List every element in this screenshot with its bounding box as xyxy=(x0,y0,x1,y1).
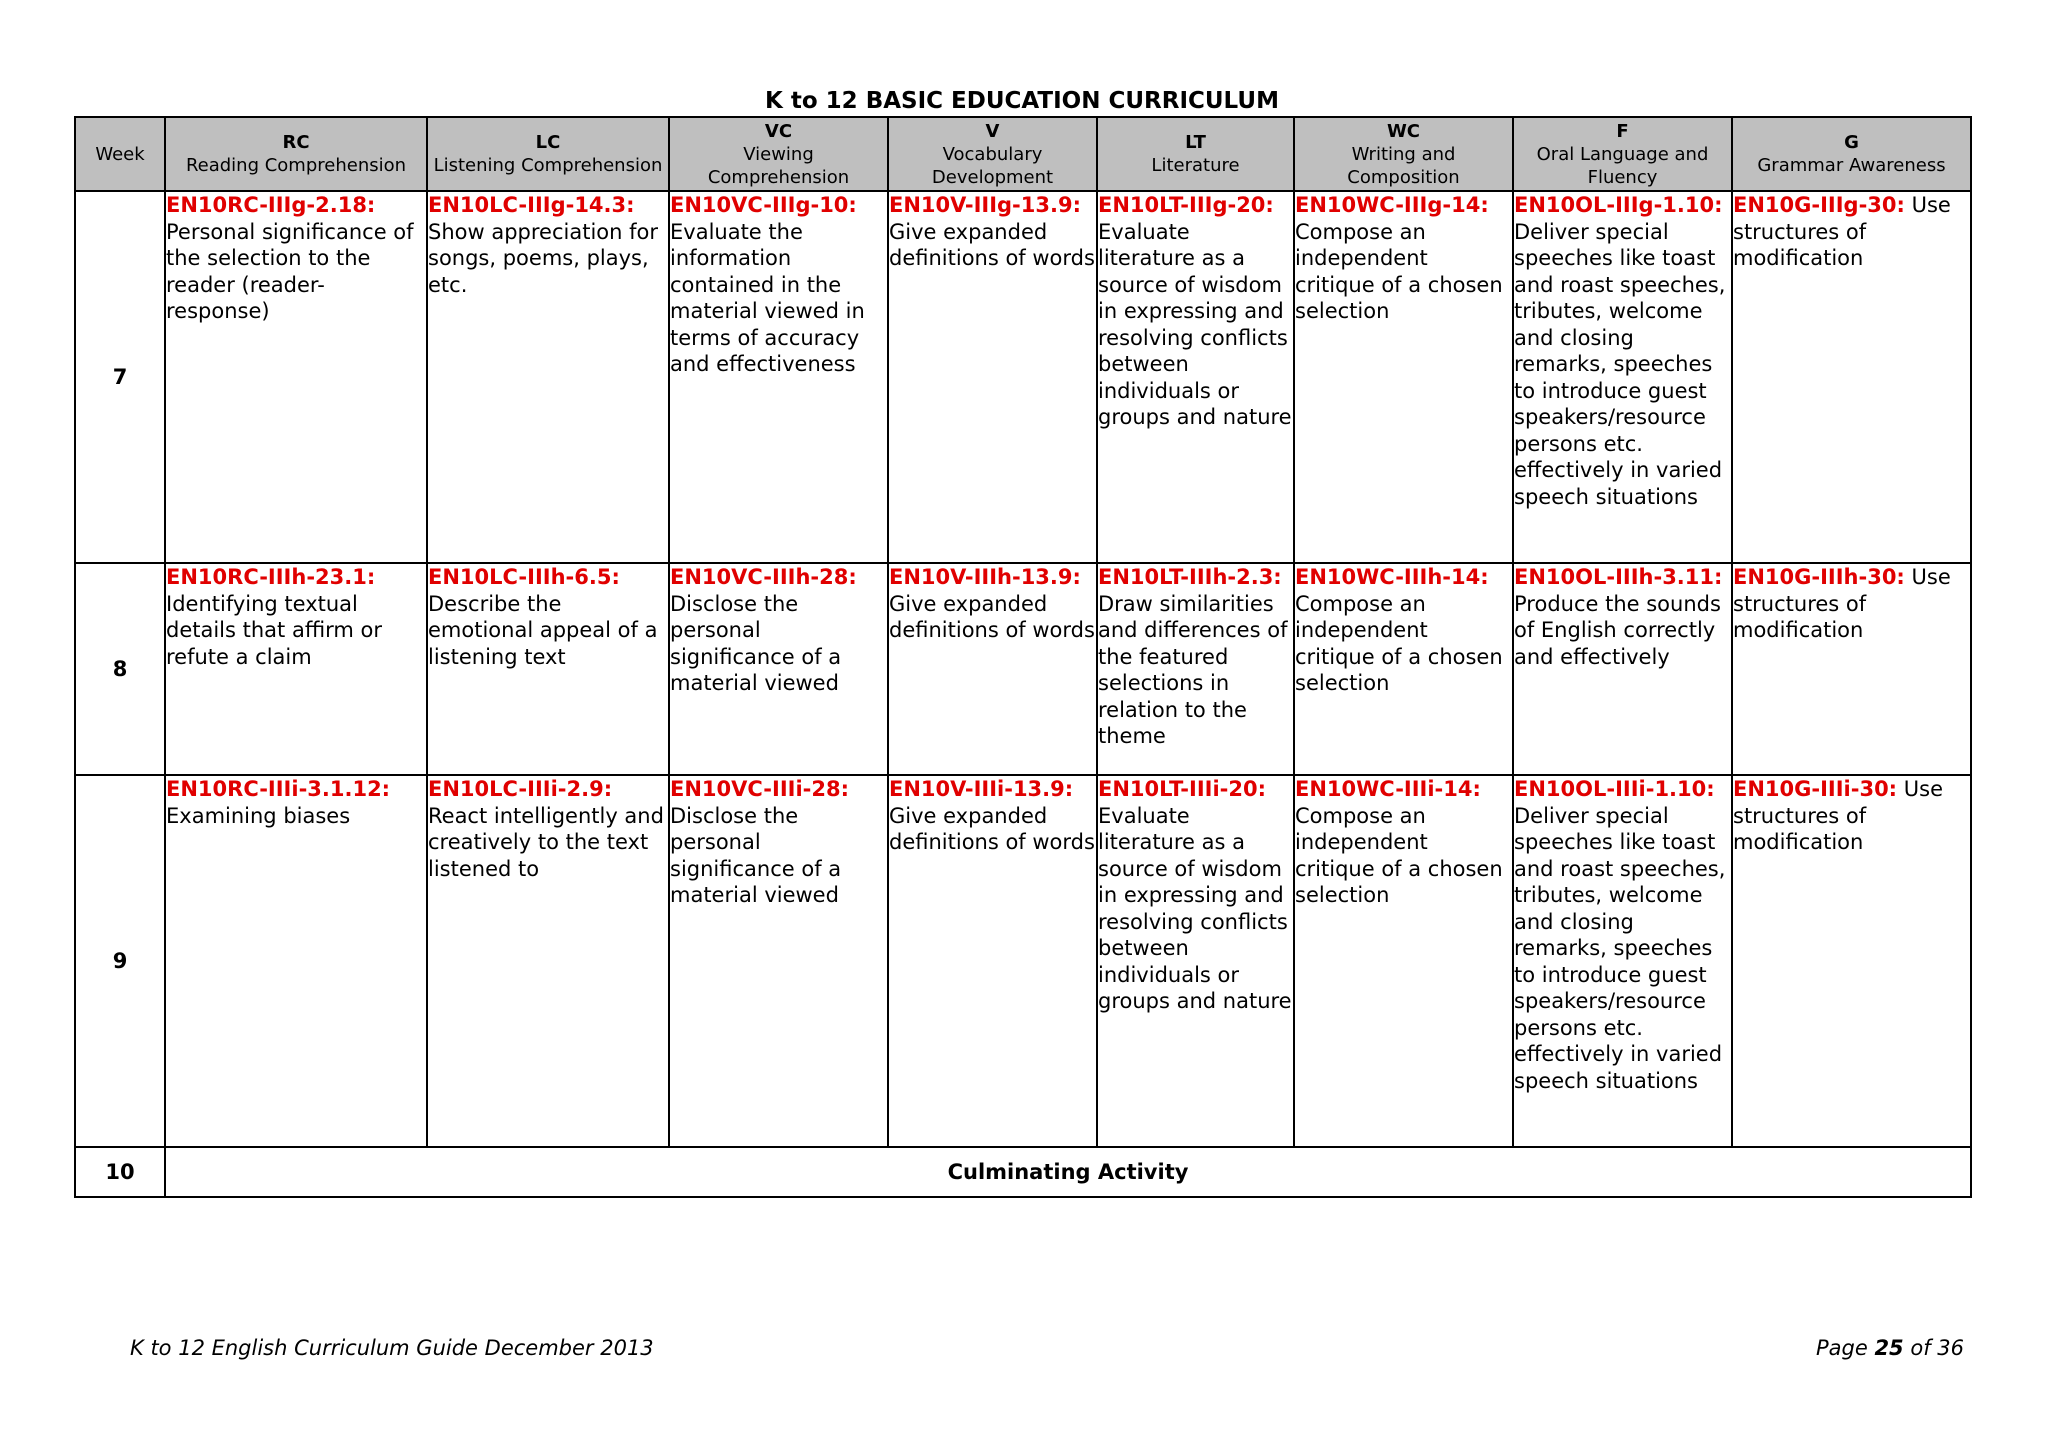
competency-text: Evaluate the information contained in the material viewed in terms of accuracy and effectiveness xyxy=(670,219,865,376)
week-number: 9 xyxy=(75,775,165,1147)
competency-cell-lt xyxy=(1097,775,1294,1147)
column-code: VC xyxy=(764,120,793,142)
competency-text: Examining biases xyxy=(166,803,351,828)
column-code: F xyxy=(1616,120,1629,142)
competency-code: EN10VC-IIIg-10: xyxy=(670,193,857,217)
column-header-v xyxy=(888,117,1097,191)
page-total: of 36 xyxy=(1910,1336,1964,1360)
week-row-7 xyxy=(75,191,1971,563)
competency-cell-lc xyxy=(427,563,669,775)
week-header: Week xyxy=(75,117,165,191)
competency-text: Give expanded definitions of words xyxy=(889,219,1095,270)
page-prefix: Page xyxy=(1815,1336,1868,1360)
competency-cell-v xyxy=(888,563,1097,775)
curriculum-table xyxy=(74,116,1972,1198)
competency-code: EN10WC-IIIi-14: xyxy=(1295,777,1481,801)
competency-text: Deliver special speeches like toast and roast speeches, tributes, welcome and closing remarks, speeches to introduce guest speakers/resource persons etc. effectively in varied speech situations xyxy=(1514,219,1726,509)
competency-cell-lc xyxy=(427,775,669,1147)
column-code: WC xyxy=(1386,120,1421,142)
competency-code: EN10OL-IIIh-3.11: xyxy=(1514,565,1723,589)
competency-code: EN10LC-IIIg-14.3: xyxy=(428,193,635,217)
competency-text: Compose an independent critique of a chosen selection xyxy=(1295,803,1503,907)
column-name: Oral Language and Fluency xyxy=(1536,143,1709,188)
competency-cell-v xyxy=(888,191,1097,563)
competency-cell-wc xyxy=(1294,191,1513,563)
column-header-f xyxy=(1513,117,1732,191)
competency-text: Evaluate literature as a source of wisdom in expressing and resolving conflicts between individuals or groups and nature xyxy=(1098,219,1292,429)
column-code: V xyxy=(985,120,1000,142)
footer-page-number xyxy=(1816,1336,1964,1360)
competency-cell-g xyxy=(1732,191,1971,563)
column-header-g xyxy=(1732,117,1971,191)
competency-code: EN10OL-IIIi-1.10: xyxy=(1514,777,1715,801)
column-code: LC xyxy=(535,132,561,153)
competency-text: Draw similarities and differences of the featured selections in relation to the theme xyxy=(1098,591,1288,748)
competency-code: EN10V-IIIi-13.9: xyxy=(889,777,1074,801)
competency-text: Deliver special speeches like toast and roast speeches, tributes, welcome and closing remarks, speeches to introduce guest speakers/resource persons etc. effectively in varied speech situations xyxy=(1514,803,1726,1093)
week-row-8 xyxy=(75,563,1971,775)
competency-cell-rc xyxy=(165,563,427,775)
competency-code: EN10LT-IIIi-20: xyxy=(1098,777,1266,801)
column-name: Listening Comprehension xyxy=(433,155,663,176)
competency-text: Disclose the personal significance of a material viewed xyxy=(670,803,842,907)
competency-cell-vc xyxy=(669,563,888,775)
competency-cell-vc xyxy=(669,191,888,563)
competency-cell-f xyxy=(1513,775,1732,1147)
competency-cell-v xyxy=(888,775,1097,1147)
culminating-activity: Culminating Activity xyxy=(165,1147,1971,1197)
column-code: RC xyxy=(282,132,310,153)
column-name: Literature xyxy=(1151,155,1240,176)
competency-code: EN10VC-IIIh-28: xyxy=(670,565,857,589)
column-code: LT xyxy=(1185,132,1206,153)
column-header-lc xyxy=(427,117,669,191)
competency-cell-f xyxy=(1513,191,1732,563)
competency-text: Give expanded definitions of words xyxy=(889,591,1095,642)
competency-text: Evaluate literature as a source of wisdom in expressing and resolving conflicts between individuals or groups and nature xyxy=(1098,803,1292,1013)
competency-cell-lc xyxy=(427,191,669,563)
column-name: Vocabulary Development xyxy=(931,143,1054,188)
page-current: 25 xyxy=(1874,1336,1904,1360)
week-row-10 xyxy=(75,1147,1971,1197)
competency-code: EN10LC-IIIi-2.9: xyxy=(428,777,613,801)
competency-code: EN10RC-IIIh-23.1: xyxy=(166,565,376,589)
competency-code: EN10G-IIIi-30: xyxy=(1733,777,1898,801)
competency-code: EN10WC-IIIg-14: xyxy=(1295,193,1489,217)
week-row-9 xyxy=(75,775,1971,1147)
competency-code: EN10OL-IIIg-1.10: xyxy=(1514,193,1723,217)
column-code: G xyxy=(1844,132,1859,153)
week-number: 7 xyxy=(75,191,165,563)
competency-cell-rc xyxy=(165,191,427,563)
competency-code: EN10V-IIIh-13.9: xyxy=(889,565,1081,589)
competency-text: Use structures of modification xyxy=(1733,777,1943,854)
competency-text: Use structures of modification xyxy=(1733,193,1951,270)
footer-guide-title: K to 12 English Curriculum Guide December 2013 xyxy=(130,1336,654,1360)
competency-code: EN10LC-IIIh-6.5: xyxy=(428,565,620,589)
week-number: 10 xyxy=(75,1147,165,1197)
competency-code: EN10LT-IIIh-2.3: xyxy=(1098,565,1282,589)
competency-text: Compose an independent critique of a chosen selection xyxy=(1295,219,1503,323)
competency-code: EN10VC-IIIi-28: xyxy=(670,777,849,801)
competency-code: EN10WC-IIIh-14: xyxy=(1295,565,1489,589)
competency-cell-f xyxy=(1513,563,1732,775)
column-name: Reading Comprehension xyxy=(185,155,407,176)
column-name: Viewing Comprehension xyxy=(707,143,850,188)
competency-cell-lt xyxy=(1097,563,1294,775)
competency-text: React intelligently and creatively to the text listened to xyxy=(428,803,664,881)
competency-text: Compose an independent critique of a chosen selection xyxy=(1295,591,1503,695)
competency-cell-rc xyxy=(165,775,427,1147)
competency-text: Personal significance of the selection to the reader (reader-response) xyxy=(166,219,414,323)
competency-cell-g xyxy=(1732,775,1971,1147)
competency-cell-g xyxy=(1732,563,1971,775)
competency-code: EN10LT-IIIg-20: xyxy=(1098,193,1274,217)
competency-code: EN10RC-IIIg-2.18: xyxy=(166,193,376,217)
competency-text: Produce the sounds of English correctly and effectively xyxy=(1514,591,1721,669)
competency-text: Give expanded definitions of words xyxy=(889,803,1095,854)
competency-code: EN10V-IIIg-13.9: xyxy=(889,193,1081,217)
document-title: K to 12 BASIC EDUCATION CURRICULUM xyxy=(765,88,1279,114)
column-header-wc xyxy=(1294,117,1513,191)
competency-cell-wc xyxy=(1294,563,1513,775)
competency-text: Identifying textual details that affirm or refute a claim xyxy=(166,591,383,669)
competency-text: Disclose the personal significance of a material viewed xyxy=(670,591,842,695)
column-header-vc xyxy=(669,117,888,191)
competency-cell-wc xyxy=(1294,775,1513,1147)
column-header-lt xyxy=(1097,117,1294,191)
competency-code: EN10RC-IIIi-3.1.12: xyxy=(166,777,391,801)
header-row xyxy=(75,117,1971,191)
column-name: Grammar Awareness xyxy=(1757,155,1946,176)
week-number: 8 xyxy=(75,563,165,775)
competency-cell-vc xyxy=(669,775,888,1147)
competency-code: EN10G-IIIg-30: xyxy=(1733,193,1905,217)
competency-text: Describe the emotional appeal of a listening text xyxy=(428,591,658,669)
column-header-rc xyxy=(165,117,427,191)
competency-text: Show appreciation for songs, poems, plays, etc. xyxy=(428,219,658,297)
competency-cell-lt xyxy=(1097,191,1294,563)
column-name: Writing and Composition xyxy=(1347,143,1460,188)
competency-text: Use structures of modification xyxy=(1733,565,1951,642)
competency-code: EN10G-IIIh-30: xyxy=(1733,565,1905,589)
